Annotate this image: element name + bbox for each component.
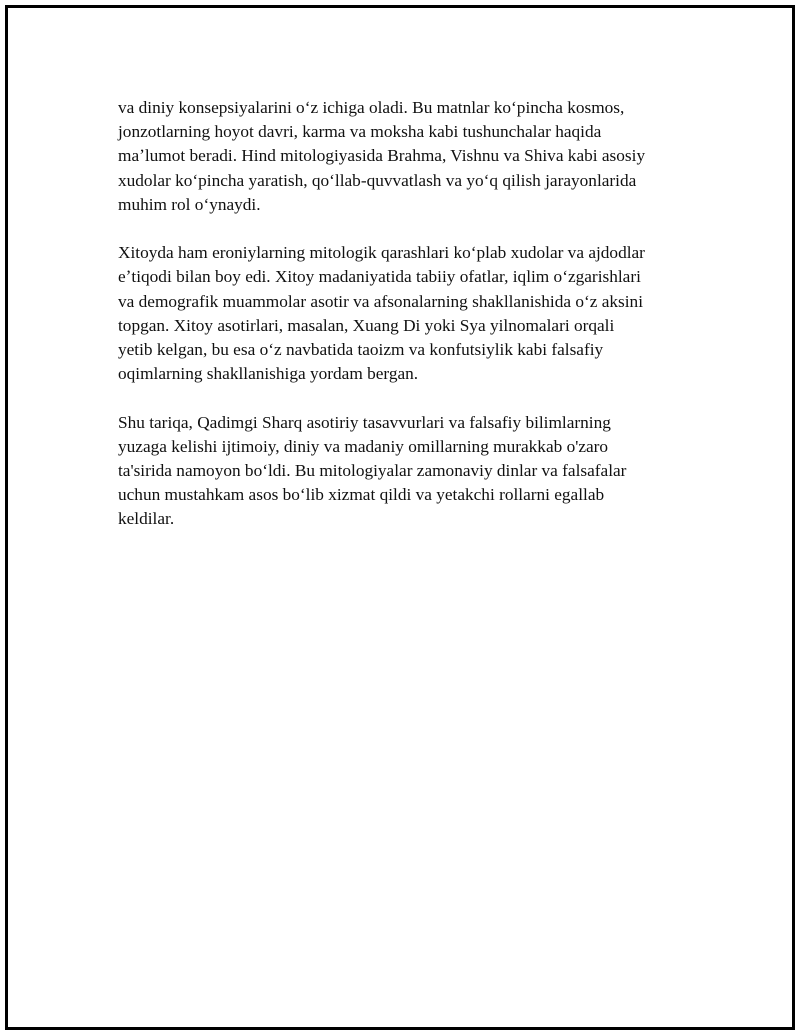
paragraph-conclusion: Shu tariqa, Qadimgi Sharq asotiriy tasavvurlari va falsafiy bilimlarning yuzaga kelishi ijtimoiy, diniy va madaniy omillarning murakkab o'zaro ta'sirida namoyon boʻldi. Bu mitologiyalar zamonaviy dinlar va falsafalar uchun mustahkam asos boʻlib xizmat qildi va yetakchi rollarni egallab keldilar. — [118, 412, 627, 529]
document-body — [118, 96, 708, 556]
page-border — [5, 5, 795, 1030]
paragraph-indian-mythology: va diniy konsepsiyalarini oʻz ichiga oladi. Bu matnlar koʻpincha kosmos, jonzotlarning hoyot davri, karma va moksha kabi tushunchalar haqida maʼlumot beradi. Hind mitologiyasida Brahma, Vishnu va Shiva kabi asosiy xudolar koʻpincha yaratish, qoʻllab-quvvatlash va yoʻq qilish jarayonlarida muhim rol oʻynaydi. — [118, 98, 646, 214]
paragraph-chinese-mythology: Xitoyda ham eroniylarning mitologik qarashlari koʻplab xudolar va ajdodlar eʼtiqodi bilan boy edi. Xitoy madaniyatida tabiiy ofatlar, iqlim oʻzgarishlari va demografik muammolar asotir va afsonalarning shakllanishida oʻz aksini topgan. Xitoy asotirlari, masalan, Xuang Di yoki Sya yilnomalari orqali yetib kelgan, bu esa oʻz navbatida taoizm va konfutsiylik kabi falsafiy oqimlarning shakllanishiga yordam bergan. — [118, 243, 645, 384]
